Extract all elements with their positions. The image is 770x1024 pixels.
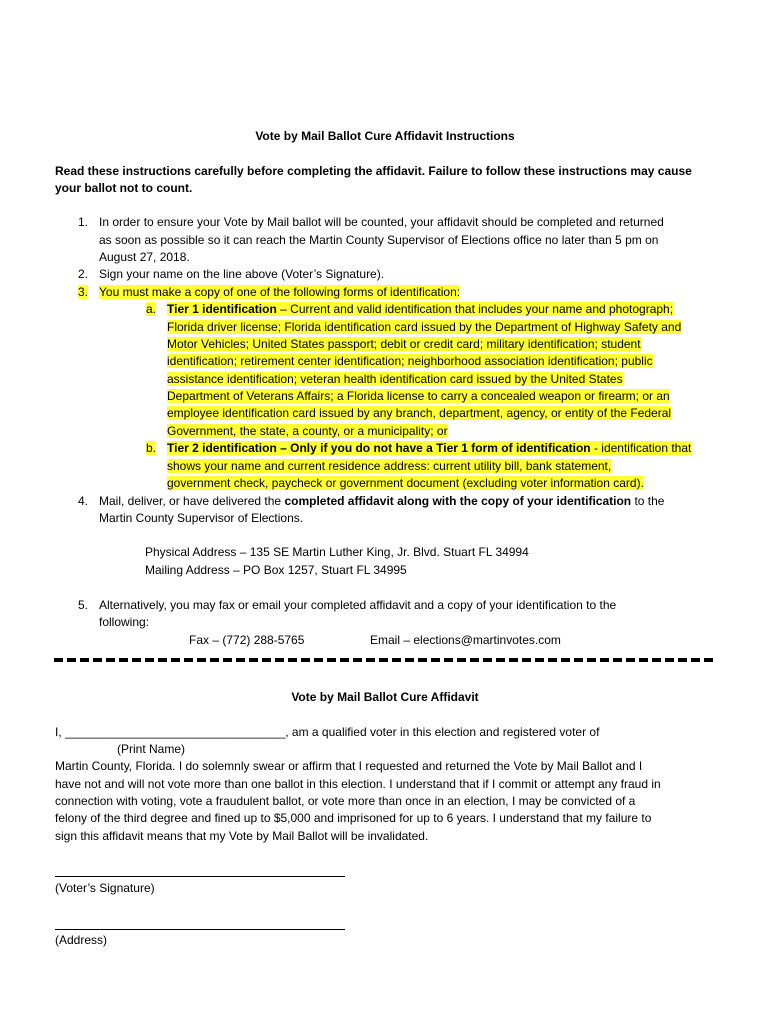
item-4-line-1 xyxy=(99,493,664,510)
sub-b-letter-text: b. xyxy=(146,441,157,455)
item-4-number: 4. xyxy=(77,494,88,508)
address-line[interactable] xyxy=(55,929,345,930)
item-3-number-text: 3. xyxy=(77,285,88,299)
tier-2-label: Tier 2 identification – Only if you do not have a Tier 1 form of identification xyxy=(167,441,591,455)
sub-a-line-8 xyxy=(167,423,448,440)
address-label: (Address) xyxy=(55,933,108,947)
sub-b-line-1 xyxy=(167,440,691,457)
item-1-line-1: In order to ensure your Vote by Mail ballot will be counted, your affidavit should be completed and returned xyxy=(99,215,664,229)
sub-a-line-5 xyxy=(167,371,623,388)
affidavit-body-4: felony of the third degree and fined up to $5,000 and imprisoned for up to 6 years. I understand that my failure to xyxy=(55,811,652,825)
item-5-line-2: following: xyxy=(99,615,150,629)
sub-a-line-2 xyxy=(167,319,681,336)
affidavit-title: Vote by Mail Ballot Cure Affidavit xyxy=(291,690,479,704)
affidavit-body-5: sign this affidavit means that my Vote by Mail Ballot will be invalidated. xyxy=(55,829,429,843)
sub-b-line-3-text: government check, paycheck or government document (excluding voter information card). xyxy=(167,476,644,490)
item-3-line xyxy=(99,284,460,301)
item-1-number: 1. xyxy=(77,215,88,229)
item-4-line-2: Martin County Supervisor of Elections. xyxy=(99,511,304,525)
item-4-bold: completed affidavit along with the copy of your identification xyxy=(284,494,632,508)
email-address: Email – elections@martinvotes.com xyxy=(370,633,561,647)
sub-a-line-8-text: Government, the state, a county, or a municipality; or xyxy=(167,424,448,438)
sub-a-line-6 xyxy=(167,388,670,405)
item-5-line-1: Alternatively, you may fax or email your completed affidavit and a copy of your identification to the xyxy=(99,598,617,612)
mailing-address: Mailing Address – PO Box 1257, Stuart FL 34995 xyxy=(145,563,407,577)
affidavit-body-1: Martin County, Florida. I do solemnly swear or affirm that I requested and returned the Vote by Mail Ballot and I xyxy=(55,759,643,773)
item-3-number xyxy=(68,284,88,301)
cut-line-divider xyxy=(54,658,714,662)
item-5-number: 5. xyxy=(77,598,88,612)
tier-1-label: Tier 1 identification xyxy=(167,302,277,316)
sub-a-letter-text: a. xyxy=(146,302,157,316)
sub-a-line-3 xyxy=(167,336,641,353)
sub-a-line-1 xyxy=(167,301,673,318)
sub-a-line-2-text: Florida driver license; Florida identification card issued by the Department of Highway Safety and xyxy=(167,320,682,334)
sub-a-line-4 xyxy=(167,353,653,370)
item-2-text: Sign your name on the line above (Voter’s Signature). xyxy=(99,267,385,281)
warning-line-1: Read these instructions carefully before completing the affidavit. Failure to follow these instructions may cause xyxy=(55,164,692,178)
sub-a-line-4-text: identification; retirement center identification; neighborhood association identification; public xyxy=(167,354,653,368)
warning-line-2: your ballot not to count. xyxy=(55,181,193,195)
sub-a-line-6-text: Department of Veterans Affairs; a Florida license to carry a concealed weapon or firearm; or an xyxy=(167,389,670,403)
sub-a-line-7-text: employee identification card issued by any branch, department, agency, or entity of the Federal xyxy=(167,406,672,420)
sub-b-line-2 xyxy=(167,458,611,475)
item-3-text: You must make a copy of one of the following forms of identification: xyxy=(99,285,461,299)
sub-b-line-3 xyxy=(167,475,644,492)
print-name-label: (Print Name) xyxy=(117,742,186,756)
affidavit-line-1: I, _________________________________, am a qualified voter in this election and registered voter of xyxy=(55,725,600,739)
sub-b-letter xyxy=(146,440,156,457)
affidavit-body-2: have not and will not vote more than one ballot in this election. I understand that if I commit or attempt any fraud in xyxy=(55,777,661,791)
fax-number: Fax – (772) 288-5765 xyxy=(189,633,305,647)
tier-2-text: - identification that xyxy=(590,441,692,455)
signature-label: (Voter’s Signature) xyxy=(55,881,155,895)
sub-a-line-5-text: assistance identification; veteran health identification card issued by the United States xyxy=(167,372,623,386)
physical-address: Physical Address – 135 SE Martin Luther King, Jr. Blvd. Stuart FL 34994 xyxy=(145,545,529,559)
item-4-pre: Mail, deliver, or have delivered the xyxy=(99,494,285,508)
item-4-post: to the xyxy=(631,494,665,508)
sub-a-letter xyxy=(146,301,156,318)
sub-b-line-2-text: shows your name and current residence address: current utility bill, bank statement, xyxy=(167,459,612,473)
instructions-title: Vote by Mail Ballot Cure Affidavit Instructions xyxy=(255,129,515,143)
item-2-number: 2. xyxy=(77,267,88,281)
item-1-line-2: as soon as possible so it can reach the Martin County Supervisor of Elections office no later than 5 pm on xyxy=(99,233,659,247)
tier-1-text: – Current and valid identification that includes your name and photograph; xyxy=(276,302,674,316)
sub-a-line-7 xyxy=(167,405,671,422)
affidavit-body-3: connection with voting, vote a fraudulent ballot, or vote more than once in an election, I may be convicted of a xyxy=(55,794,636,808)
item-1-line-3: August 27, 2018. xyxy=(99,250,190,264)
signature-line[interactable] xyxy=(55,876,345,877)
sub-a-line-3-text: Motor Vehicles; United States passport; debit or credit card; military identification; student xyxy=(167,337,641,351)
